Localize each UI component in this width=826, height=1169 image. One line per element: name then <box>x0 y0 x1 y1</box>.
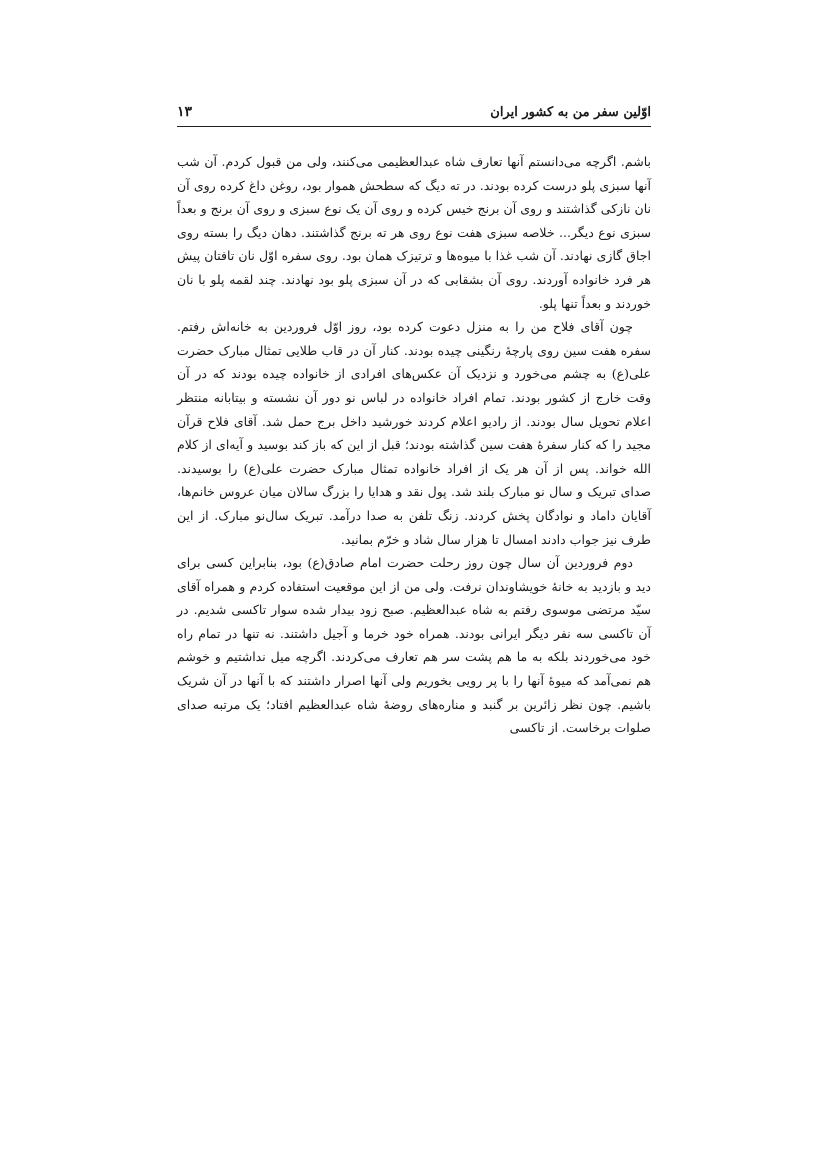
running-header <box>177 102 651 127</box>
paragraph-second-farvardin: دوم فروردین آن سال چون روز رحلت حضرت امام صادق(ع) بود، بنابراین کسی برای دید و بازدید به خانهٔ خویشاوندان نرفت. ولی من از این موقعیت استفاده کردم و همراه آقای سیّد مرتضی موسوی رفتم به شاه عبدالعظیم. صبح زود بیدار شده سوار تاکسی شدیم. در آن تاکسی سه نفر دیگر ایرانی بودند. همراه خود خرما و آجیل داشتند. نه تنها در تمام راه خود می‌خوردند بلکه به ما هم پشت سر هم تعارف می‌کردند. اگرچه میل نداشتیم و خوشم هم نمی‌آمد که میوهٔ آنها را با پر رویی بخوریم ولی آنها اصرار داشتند که با آنها در آن شریک باشیم. چون نظر زائرین بر گنبد و مناره‌های روضهٔ شاه عبدالعظیم افتاد؛ یک مرتبه صدای صلوات برخاست. از تاکسی <box>177 555 651 736</box>
chapter-title: اوّلین سفر من به کشور ایران <box>490 105 651 120</box>
page-number: ۱۳ <box>177 104 193 120</box>
paragraph-nowruz-visit: چون آقای فلاح من را به منزل دعوت کرده بود، روز اوّل فروردین به خانه‌اش رفتم. سفره هفت سین روی پارچهٔ رنگینی چیده بودند. کنار آن در قاب طلایی تمثال مبارک حضرت علی(ع) به چشم می‌خورد و نزدیک آن عکس‌های افرادی از خانواده چیده بودند که در آن وقت خارج از کشور بودند. تمام افراد خانواده در لباس نو دور آن نشسته و بیتابانه منتظر اعلام تحویل سال بودند. از رادیو اعلام کردند خورشید داخل برج حمل شد. آقای فلاح قرآن مجید را که کنار سفرهٔ هفت سین گذاشته بودند؛ قبل از این که باز کند بوسید و آیه‌ای از کلام الله خواند. پس از آن هر یک از افراد خانواده تمثال مبارک حضرت علی(ع) را بوسیدند. صدای تبریک و سال نو مبارک بلند شد. پول نقد و هدایا را بزرگ سالان میان عروس خانم‌ها، آقایان داماد و نوادگان پخش کردند. زنگ تلفن به صدا درآمد. تبریک سال‌نو مبارک. از این طرف نیز جواب دادند امسال تا هزار سال شاد و خرّم بمانید. <box>177 319 651 547</box>
body-text <box>177 150 651 740</box>
paragraph-continuation: باشم. اگرچه می‌دانستم آنها تعارف شاه عبدالعظیمی می‌کنند، ولی من قبول کردم. آن شب آنها سبزی پلو درست کرده بودند. در ته دیگ که سطحش هموار بود، روغن داغ کرده روی آن نان نازکی گذاشتند و روی آن برنج خیس کرده و روی آن یک نوع سبزی و روی آن برنج و بعداً سبزی نوع دیگر... خلاصه سبزی هفت نوع روی هر ته برنج گذاشتند. دهان دیگ را بسته روی اجاق گازی نهادند. آن شب غذا با میوه‌ها و ترتیزک همان بود. روی سفره اوّل نان تافتان پیش هر فرد خانواده آوردند. روی آن بشقابی که در آن سبزی پلو بود نهادند. چند لقمه پلو با نان خوردند و بعداً تنها پلو. <box>177 154 651 311</box>
